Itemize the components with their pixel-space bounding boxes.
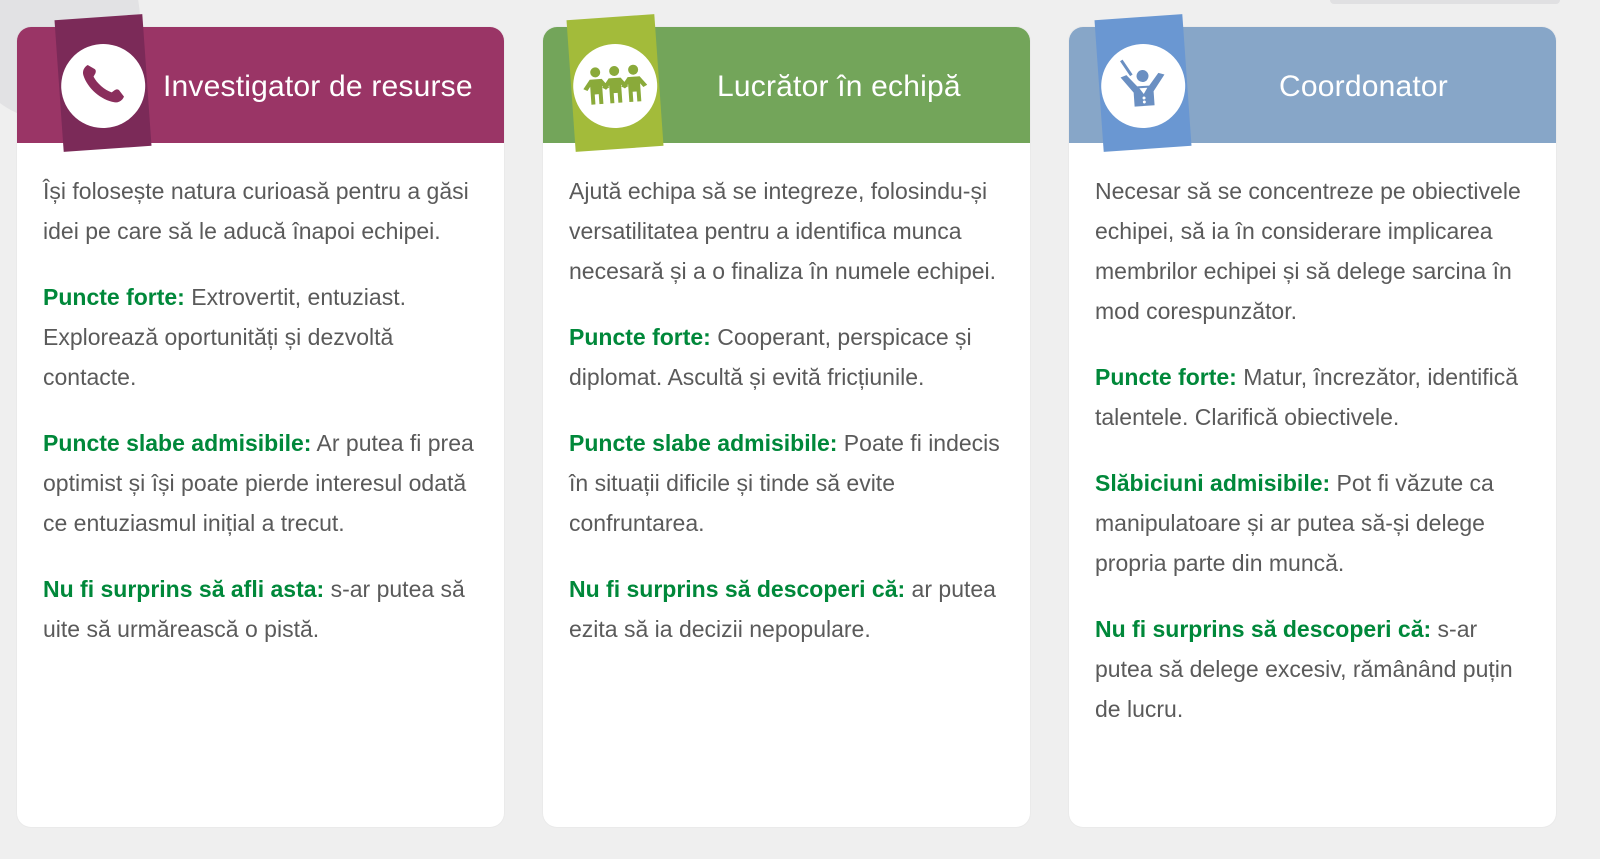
card-body [1069, 143, 1556, 729]
card-section [1095, 357, 1530, 437]
card-body [543, 143, 1030, 649]
badge-circle [1098, 41, 1188, 131]
section-label: Nu fi surprins să descoperi că: [1095, 616, 1432, 642]
section-label: Puncte forte: [43, 284, 185, 310]
section-text: s-ar putea să uite să urmărească o pistă. [43, 576, 465, 642]
role-card-coordinator [1069, 27, 1556, 827]
card-header [17, 27, 504, 143]
card-section [43, 277, 478, 397]
card-section [1095, 463, 1530, 583]
card-section [43, 569, 478, 649]
badge [55, 14, 152, 152]
conductor-icon [1111, 51, 1175, 120]
section-label: Nu fi surprins să afli asta: [43, 576, 325, 602]
section-text: s-ar putea să delege excesiv, rămânând puțin de lucru. [1095, 616, 1513, 722]
card-intro: Ajută echipa să se integreze, folosindu-și versatilitatea pentru a identifica munca necesară și a o finaliza în numele echipei. [569, 178, 997, 284]
badge [1095, 14, 1192, 152]
section-text: Pot fi văzute ca manipulatoare și ar putea să-și delege propria parte din muncă. [1095, 470, 1494, 576]
card-intro: Necesar să se concentreze pe obiectivele echipei, să ia în considerare implicarea membrilor echipei și să delege sarcina în mod corespunzător. [1095, 178, 1521, 324]
card-title: Coordonator [1279, 70, 1448, 103]
section-label: Puncte forte: [1095, 364, 1237, 390]
card-intro: Își folosește natura curioasă pentru a găsi idei pe care să le aducă înapoi echipei. [43, 178, 469, 244]
card-section [569, 317, 1004, 397]
badge-circle [570, 41, 660, 131]
section-text: ar putea ezita să ia decizii nepopulare. [569, 576, 996, 642]
role-card-resource-investigator [17, 27, 504, 827]
section-label: Puncte slabe admisibile: [43, 430, 312, 456]
phone-icon [71, 51, 135, 120]
section-label: Slăbiciuni admisibile: [1095, 470, 1331, 496]
badge [567, 14, 664, 152]
team-people-icon [581, 56, 649, 115]
role-cards [17, 27, 1556, 827]
card-section [569, 423, 1004, 543]
background-strip [1330, 0, 1560, 4]
section-text: Extrovertit, entuziast. Explorează oportunități și dezvoltă contacte. [43, 284, 406, 390]
badge-circle [58, 41, 148, 131]
card-title: Investigator de resurse [163, 70, 473, 103]
section-label: Nu fi surprins să descoperi că: [569, 576, 906, 602]
section-label: Puncte forte: [569, 324, 711, 350]
card-title: Lucrător în echipă [717, 70, 961, 103]
card-section [1095, 609, 1530, 729]
role-card-team-worker [543, 27, 1030, 827]
section-text: Poate fi indecis în situații dificile și tinde să evite confruntarea. [569, 430, 1000, 536]
section-text: Cooperant, perspicace și diplomat. Ascultă și evită fricțiunile. [569, 324, 972, 390]
section-text: Matur, încrezător, identifică talentele. Clarifică obiectivele. [1095, 364, 1519, 430]
card-header [1069, 27, 1556, 143]
section-label: Puncte slabe admisibile: [569, 430, 838, 456]
section-text: Ar putea fi prea optimist și își poate pierde interesul odată ce entuziasmul inițial a trecut. [43, 430, 474, 536]
card-section [569, 569, 1004, 649]
card-header [543, 27, 1030, 143]
card-section [43, 423, 478, 543]
card-body [17, 143, 504, 649]
